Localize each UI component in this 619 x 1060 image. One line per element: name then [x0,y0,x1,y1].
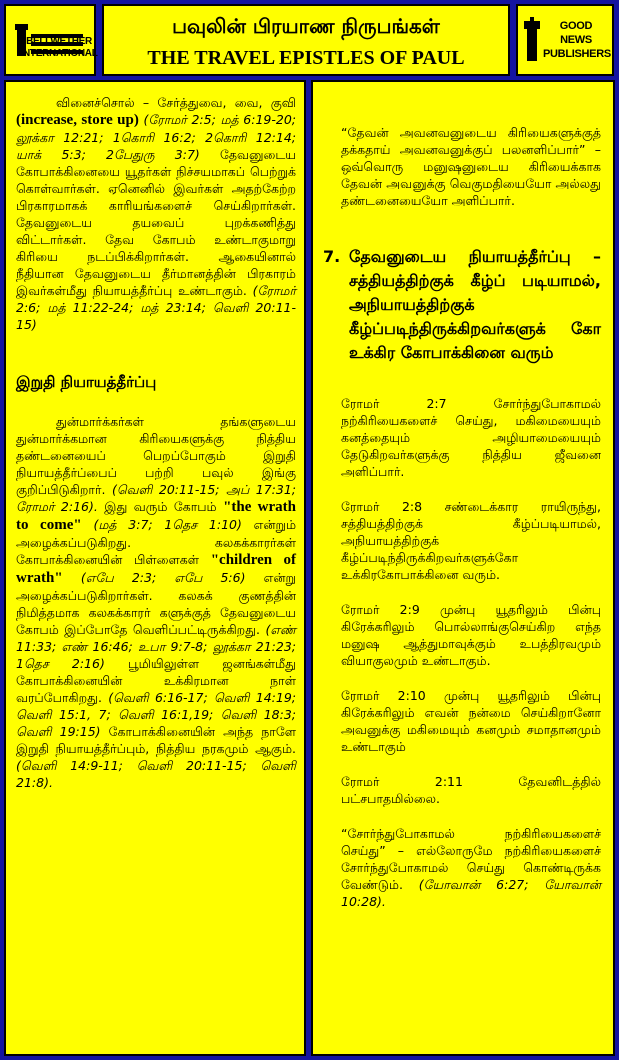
text: கோபாக்கினையின் அந்த நாளே இறுதி நியாயத்தீர்ப்பும், நித்திய நரகமும் ஆகும். [16,724,296,756]
bellwether-logo-text: BELLWETHER INTERNATIONAL [20,36,98,59]
scripture-ref: (ரோமர் 2:6; மத் 11:22-24; மத் 23:14; வெளி 20:11-15) [16,283,296,332]
verse-text: சண்டைக்கார ராயிருந்து, சத்தியத்திற்குக் கீழ்ப்படியாமல், அநியாயத்திற்குக் கீழ்ப்படிந்திருக்கிறவர்களுக்கோ உக்கிரகோபாக்கினை வரும். [341,499,601,582]
title-tamil: பவுலின் பிரயாண நிருபங்கள் [172,14,440,38]
text: வினைச்சொல் – சேர்த்துவை, வை, குவி [56,95,296,110]
scripture-ref: (எண் 11:33; எண் 16:46; உபா 9:7-8; லூக்கா 21:23; 1தெச 2:16) [16,622,297,671]
scripture-ref: (யோவான் 6:27; யோவான் 10:28). [341,877,601,909]
verse-romans-2-9 [323,601,601,669]
good-news-emblem-icon [521,17,543,63]
right-column [311,80,615,1056]
text: என்றும் அழைக்கப்படுகிறது. கலகக்காரர்கள் கோபாக்கினையின் பிள்ளைகள் [16,517,297,567]
english-term: "children of wrath" [16,552,296,586]
bellwether-logo [4,4,96,76]
verse-text: சோர்ந்துபோகாமல் நற்கிரியைகளைச் செய்து, மகிமையையும் கனத்தையும் அழியாமையையும் தேடுகிறவர்களுக்கு நித்திய ஜீவனை அளிப்பார். [341,396,601,479]
text: துன்மார்க்கர்கள் தங்களுடைய துன்மார்க்கமான கிரியைகளுக்கு நித்திய தண்டனையைப் பெறப்போகும் இறுதி நியாயத்தீர்ப்பைப் பற்றி பவுல் இங்கு குறிப்பிடுகிறார். [16,414,296,497]
good-news-logo [516,4,614,76]
text: “சோர்ந்துபோகாமல் நற்கிரியைகளைச் செய்து” – எல்லோருமே நற்கிரியைகளைச் சோர்ந்துபோகாமல் செய்து கொண்டிருக்க வேண்டும். [341,826,601,892]
verse-ref: ரோமர் 2:8 [341,499,423,514]
english-term: (increase, store up) [16,112,139,128]
verse-ref: ரோமர் 2:7 [341,396,447,411]
verse-text: முன்பு யூதரிலும் பின்பு கிரேக்கரிலும் எவன் நன்மை செய்கிறானோ அவனுக்கு மகிமையும் கனமும் சமாதானமும் உண்டாகும் [341,688,602,754]
text: பூமியிலுள்ள ஜனங்கள்மீது கோபாக்கினையின் உக்கிரமான நாள் வரப்போகிறது. [16,656,296,705]
text: என்று அழைக்கப்படுகிறார்கள். கலகக் குணத்தின் நிமித்தமாக கலகக்காரர் களுக்குத் தேவனுடைய கோபம் இப்போதே வெளிப்பட்டிருக்கிறது. [16,570,296,637]
quote-paragraph: “தேவன் அவனவனுடைய கிரியைகளுக்குத் தக்கதாய் அவனவனுக்குப் பலனளிப்பார்” – ஒவ்வொரு மனுஷனுடைய கிரியைக்காக தேவன் அவனுக்கு வெகுமதியையோ அல்லது தண்டனையையோ அளிப்பார். [341,125,601,208]
scripture-ref: (மத் 3:7; 1தெச 1:10) [81,517,242,532]
scripture-ref: (வெளி 14:9-11; வெளி 20:11-15; வெளி 21:8). [16,758,296,790]
paragraph-final-judgment [16,413,296,791]
verse-ref: ரோமர் 2:11 [341,774,463,789]
text: தேவனுடைய கோபாக்கினையை யூதர்கள் நிச்சயமாகப் பெற்றுக் கொள்வார்கள். ஏனெனில் இவர்கள் அதற்கேற்ற பிரகாரமாகக் காரியங்களைச் செய்கிறார்கள். தேவனுடைய தயவைப் புறக்கணித்து விட்டார்கள். தேவ கோபம் உண்டாகுமாறு கிரியை நடப்பிக்கிறார்கள். ஆகையினால் நீதியான தேவனுடைய தீர்மானத்தின் பிரகாரம் இவர்கள்மீது நியாயத்தீர்ப்பு உண்டாகும். [16,147,296,298]
scripture-ref: (எபே 2:3; எபே 5:6) [62,570,246,585]
verse-ref: ரோமர் 2:9 [341,602,420,617]
title-box [102,4,510,76]
verse-text: தேவனிடத்தில் பட்சபாதமில்லை. [341,774,601,806]
section-heading [323,245,601,365]
verse-romans-2-8 [323,498,601,583]
heading-number: 7. [323,247,341,266]
left-column [4,80,306,1056]
paragraph-verb [16,94,296,333]
english-term: "the wrath to come" [16,499,296,533]
heading-text: தேவனுடைய நியாயத்தீர்ப்பு – சத்தியத்திற்குக் கீழ்ப் படியாமல், அநியாயத்திற்குக் கீழ்ப்படிந்திருக்கிறவர்களுக் கோ உக்கிர கோபாக்கினை வரும் [349,247,601,362]
good-news-logo-text: GOOD NEWS PUBLISHERS [543,20,611,60]
text: இது வரும் கோபம் [97,499,224,514]
verse-romans-2-11 [323,773,601,807]
scripture-ref: (ரோமர் 2:5; மத் 6:19-20; லூக்கா 12:21; 1கொரி 16:2; 2கொரி 12:14; யாக் 5:3; 2பேதுரு 3:7) [16,112,296,162]
verse-ref: ரோமர் 2:10 [341,688,426,703]
scripture-ref: (வெளி 20:11-15; அப் 17:31; ரோமர் 2:16). [16,482,296,514]
section-title: இறுதி நியாயத்தீர்ப்பு [16,373,157,391]
closing-paragraph [323,825,601,910]
title-english: THE TRAVEL EPISTLES OF PAUL [147,47,465,69]
verse-text: முன்பு யூதரிலும் பின்பு கிரேக்கரிலும் பொல்லாங்குசெய்கிற எந்த மனுஷ ஆத்துமாவுக்கும் உபத்திரவமும் வியாகுலமும் உண்டாகும். [341,602,601,668]
verse-romans-2-7 [323,395,601,480]
verse-romans-2-10 [323,687,601,755]
scripture-ref: (வெளி 6:16-17; வெளி 14:19; வெளி 15:1, 7; வெளி 16:1,19; வெளி 18:3; வெளி 19:15) [16,690,296,739]
